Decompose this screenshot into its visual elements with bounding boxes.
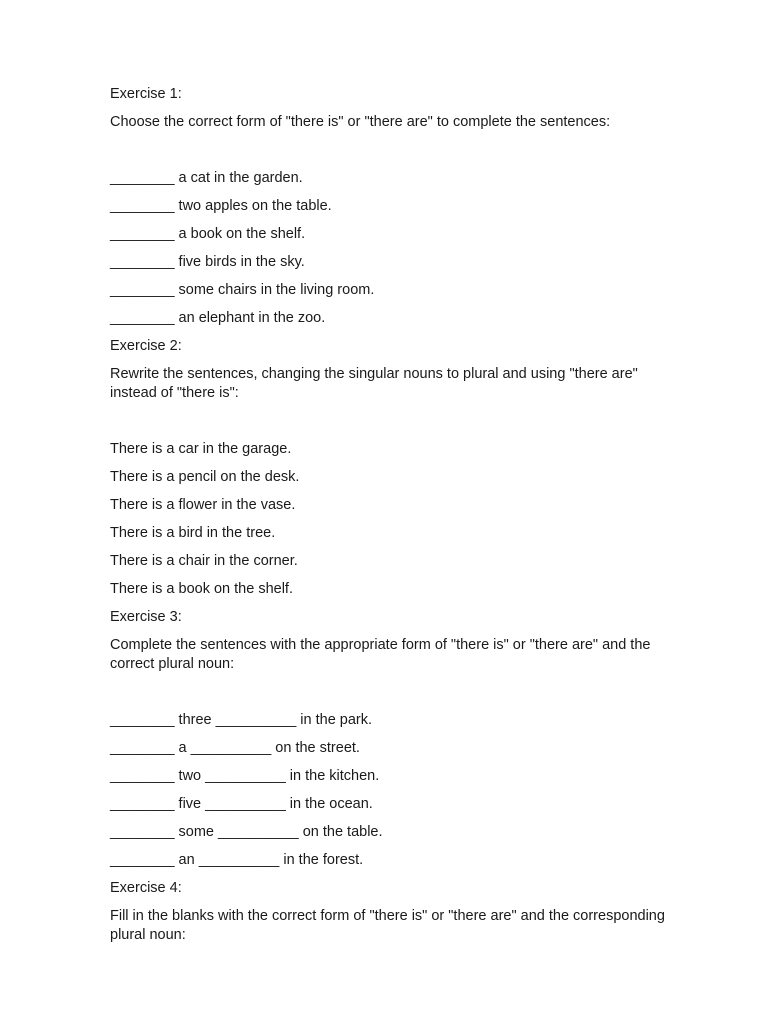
exercise-item: ________ three __________ in the park. [110, 712, 373, 728]
exercise-item: ________ five __________ in the ocean. [110, 796, 373, 812]
exercise-item: ________ a __________ on the street. [110, 740, 360, 756]
exercise-item: ________ some __________ on the table. [110, 824, 383, 840]
exercise-item: ________ an elephant in the zoo. [110, 310, 326, 326]
exercise-heading: Exercise 1: [110, 86, 182, 102]
exercise-item: ________ an __________ in the forest. [110, 852, 364, 868]
exercise-item: ________ two apples on the table. [110, 198, 332, 214]
exercise-heading: Exercise 3: [110, 609, 182, 625]
exercise-item: There is a chair in the corner. [110, 553, 298, 569]
exercise-heading: Exercise 2: [110, 338, 182, 354]
exercise-instruction: Rewrite the sentences, changing the singular nouns to plural and using "there are" instead of "there is": [110, 366, 638, 401]
exercise-2 [110, 337, 670, 599]
exercise-heading: Exercise 4: [110, 880, 182, 896]
exercise-3 [110, 608, 670, 870]
exercise-item: ________ some chairs in the living room. [110, 282, 375, 298]
exercise-4 [110, 879, 670, 945]
exercise-item: ________ a cat in the garden. [110, 170, 303, 186]
exercise-item: There is a pencil on the desk. [110, 469, 300, 485]
exercise-instruction: Choose the correct form of "there is" or "there are" to complete the sentences: [110, 114, 611, 130]
exercise-instruction: Fill in the blanks with the correct form of "there is" or "there are" and the corresponding plural noun: [110, 908, 665, 943]
exercise-item: There is a flower in the vase. [110, 497, 296, 513]
exercise-item: ________ two __________ in the kitchen. [110, 768, 380, 784]
exercise-1 [110, 85, 670, 328]
worksheet [110, 85, 670, 954]
exercise-item: There is a book on the shelf. [110, 581, 293, 597]
exercise-instruction: Complete the sentences with the appropriate form of "there is" or "there are" and the correct plural noun: [110, 637, 651, 672]
exercise-item: There is a bird in the tree. [110, 525, 276, 541]
exercise-item: ________ five birds in the sky. [110, 254, 305, 270]
exercise-item: ________ a book on the shelf. [110, 226, 306, 242]
exercise-item: There is a car in the garage. [110, 441, 292, 457]
